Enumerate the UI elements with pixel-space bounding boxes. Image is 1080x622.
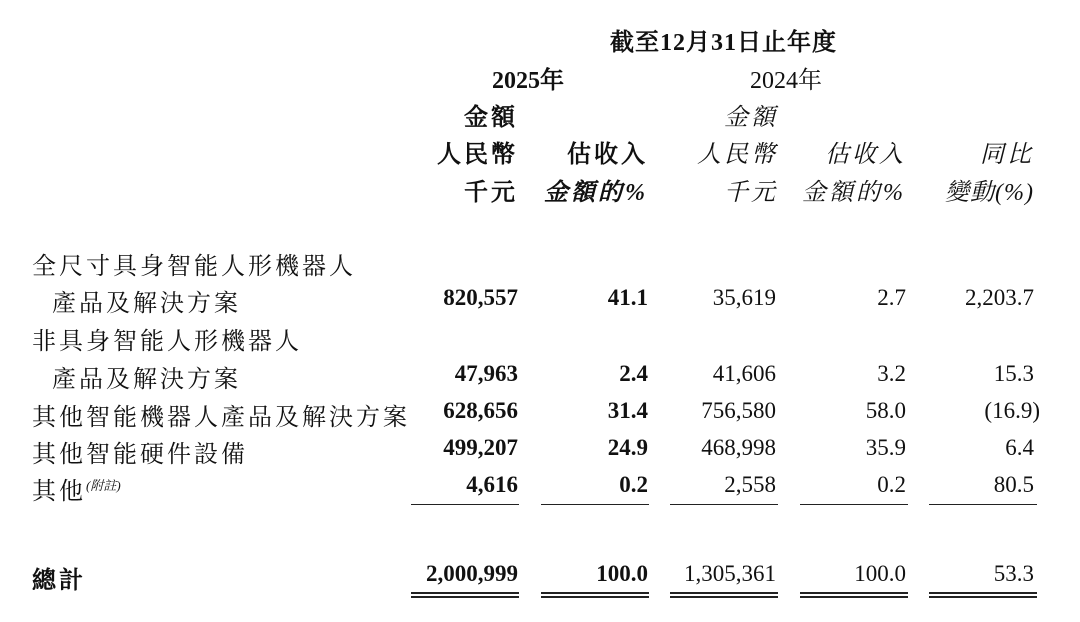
row3-v2: 31.4 [607, 398, 648, 423]
row3-v5: (16.9) [984, 398, 1040, 423]
row1-v4: 2.7 [877, 285, 906, 310]
row3-v3: 756,580 [701, 398, 776, 423]
row4-v4: 35.9 [865, 435, 906, 460]
row2-v5: 15.3 [993, 361, 1034, 386]
row3-v1: 628,656 [443, 398, 518, 423]
total-v2: 100.0 [596, 561, 648, 586]
subtotal-rule-2 [541, 504, 649, 505]
total-double-rule-5 [929, 592, 1037, 598]
row2-v2: 2.4 [619, 361, 648, 386]
total-v3: 1,305,361 [684, 561, 776, 586]
row4-v3: 468,998 [701, 435, 776, 460]
total-v5: 53.3 [993, 561, 1034, 586]
row5-v4: 0.2 [877, 472, 906, 497]
row4-v5: 6.4 [1005, 435, 1034, 460]
row2-label-1: 非具身智能人形機器人 [32, 329, 302, 355]
row5-note: (附註) [86, 478, 121, 493]
row3-label: 其他智能機器人產品及解決方案 [32, 405, 410, 431]
total-double-rule-4 [800, 592, 908, 598]
col3-h1: 金額 [724, 105, 778, 131]
row1-v1: 820,557 [443, 285, 518, 310]
col3-h2: 人民幣 [697, 142, 778, 168]
row1-label-2: 產品及解決方案 [52, 291, 241, 317]
total-double-rule-1 [411, 592, 519, 598]
total-double-rule-2 [541, 592, 649, 598]
subtotal-rule-3 [670, 504, 778, 505]
col3-h3: 千元 [724, 180, 778, 206]
subtotal-rule-4 [800, 504, 908, 505]
total-v1: 2,000,999 [426, 561, 518, 586]
row1-v3: 35,619 [712, 285, 776, 310]
row2-v3: 41,606 [712, 361, 776, 386]
col2-h2: 金額的% [544, 180, 648, 206]
total-label: 總計 [32, 568, 86, 594]
period-header: 截至12月31日止年度 [610, 30, 837, 56]
subtotal-rule-5 [929, 504, 1037, 505]
col4-h1: 估收入 [825, 142, 906, 168]
col1-h3: 千元 [464, 180, 518, 206]
row1-v2: 41.1 [607, 285, 648, 310]
row4-label: 其他智能硬件設備 [32, 442, 248, 468]
row5-v5: 80.5 [993, 472, 1034, 497]
total-double-rule-3 [670, 592, 778, 598]
col1-h1: 金額 [464, 105, 518, 131]
row4-v1: 499,207 [443, 435, 518, 460]
col1-h2: 人民幣 [437, 142, 518, 168]
row5-v1: 4,616 [466, 472, 518, 497]
row5-v3: 2,558 [724, 472, 776, 497]
subtotal-rule-1 [411, 504, 519, 505]
col4-h2: 金額的% [802, 180, 906, 206]
row2-v1: 47,963 [454, 361, 518, 386]
year-2025-header: 2025年 [492, 68, 564, 94]
row3-v4: 58.0 [865, 398, 906, 423]
col2-h1: 估收入 [567, 142, 648, 168]
col5-h1: 同比 [980, 142, 1034, 168]
row5-v2: 0.2 [619, 472, 648, 497]
total-v4: 100.0 [854, 561, 906, 586]
row5-label: 其他$^{(附註)}$ [32, 478, 121, 505]
row4-v2: 24.9 [607, 435, 648, 460]
year-2024-header: 2024年 [750, 68, 822, 94]
row2-v4: 3.2 [877, 361, 906, 386]
row2-label-2: 產品及解決方案 [52, 367, 241, 393]
row1-v5: 2,203.7 [965, 285, 1034, 310]
col5-h2: 變動(%) [945, 180, 1034, 206]
row1-label-1: 全尺寸具身智能人形機器人 [32, 254, 356, 280]
